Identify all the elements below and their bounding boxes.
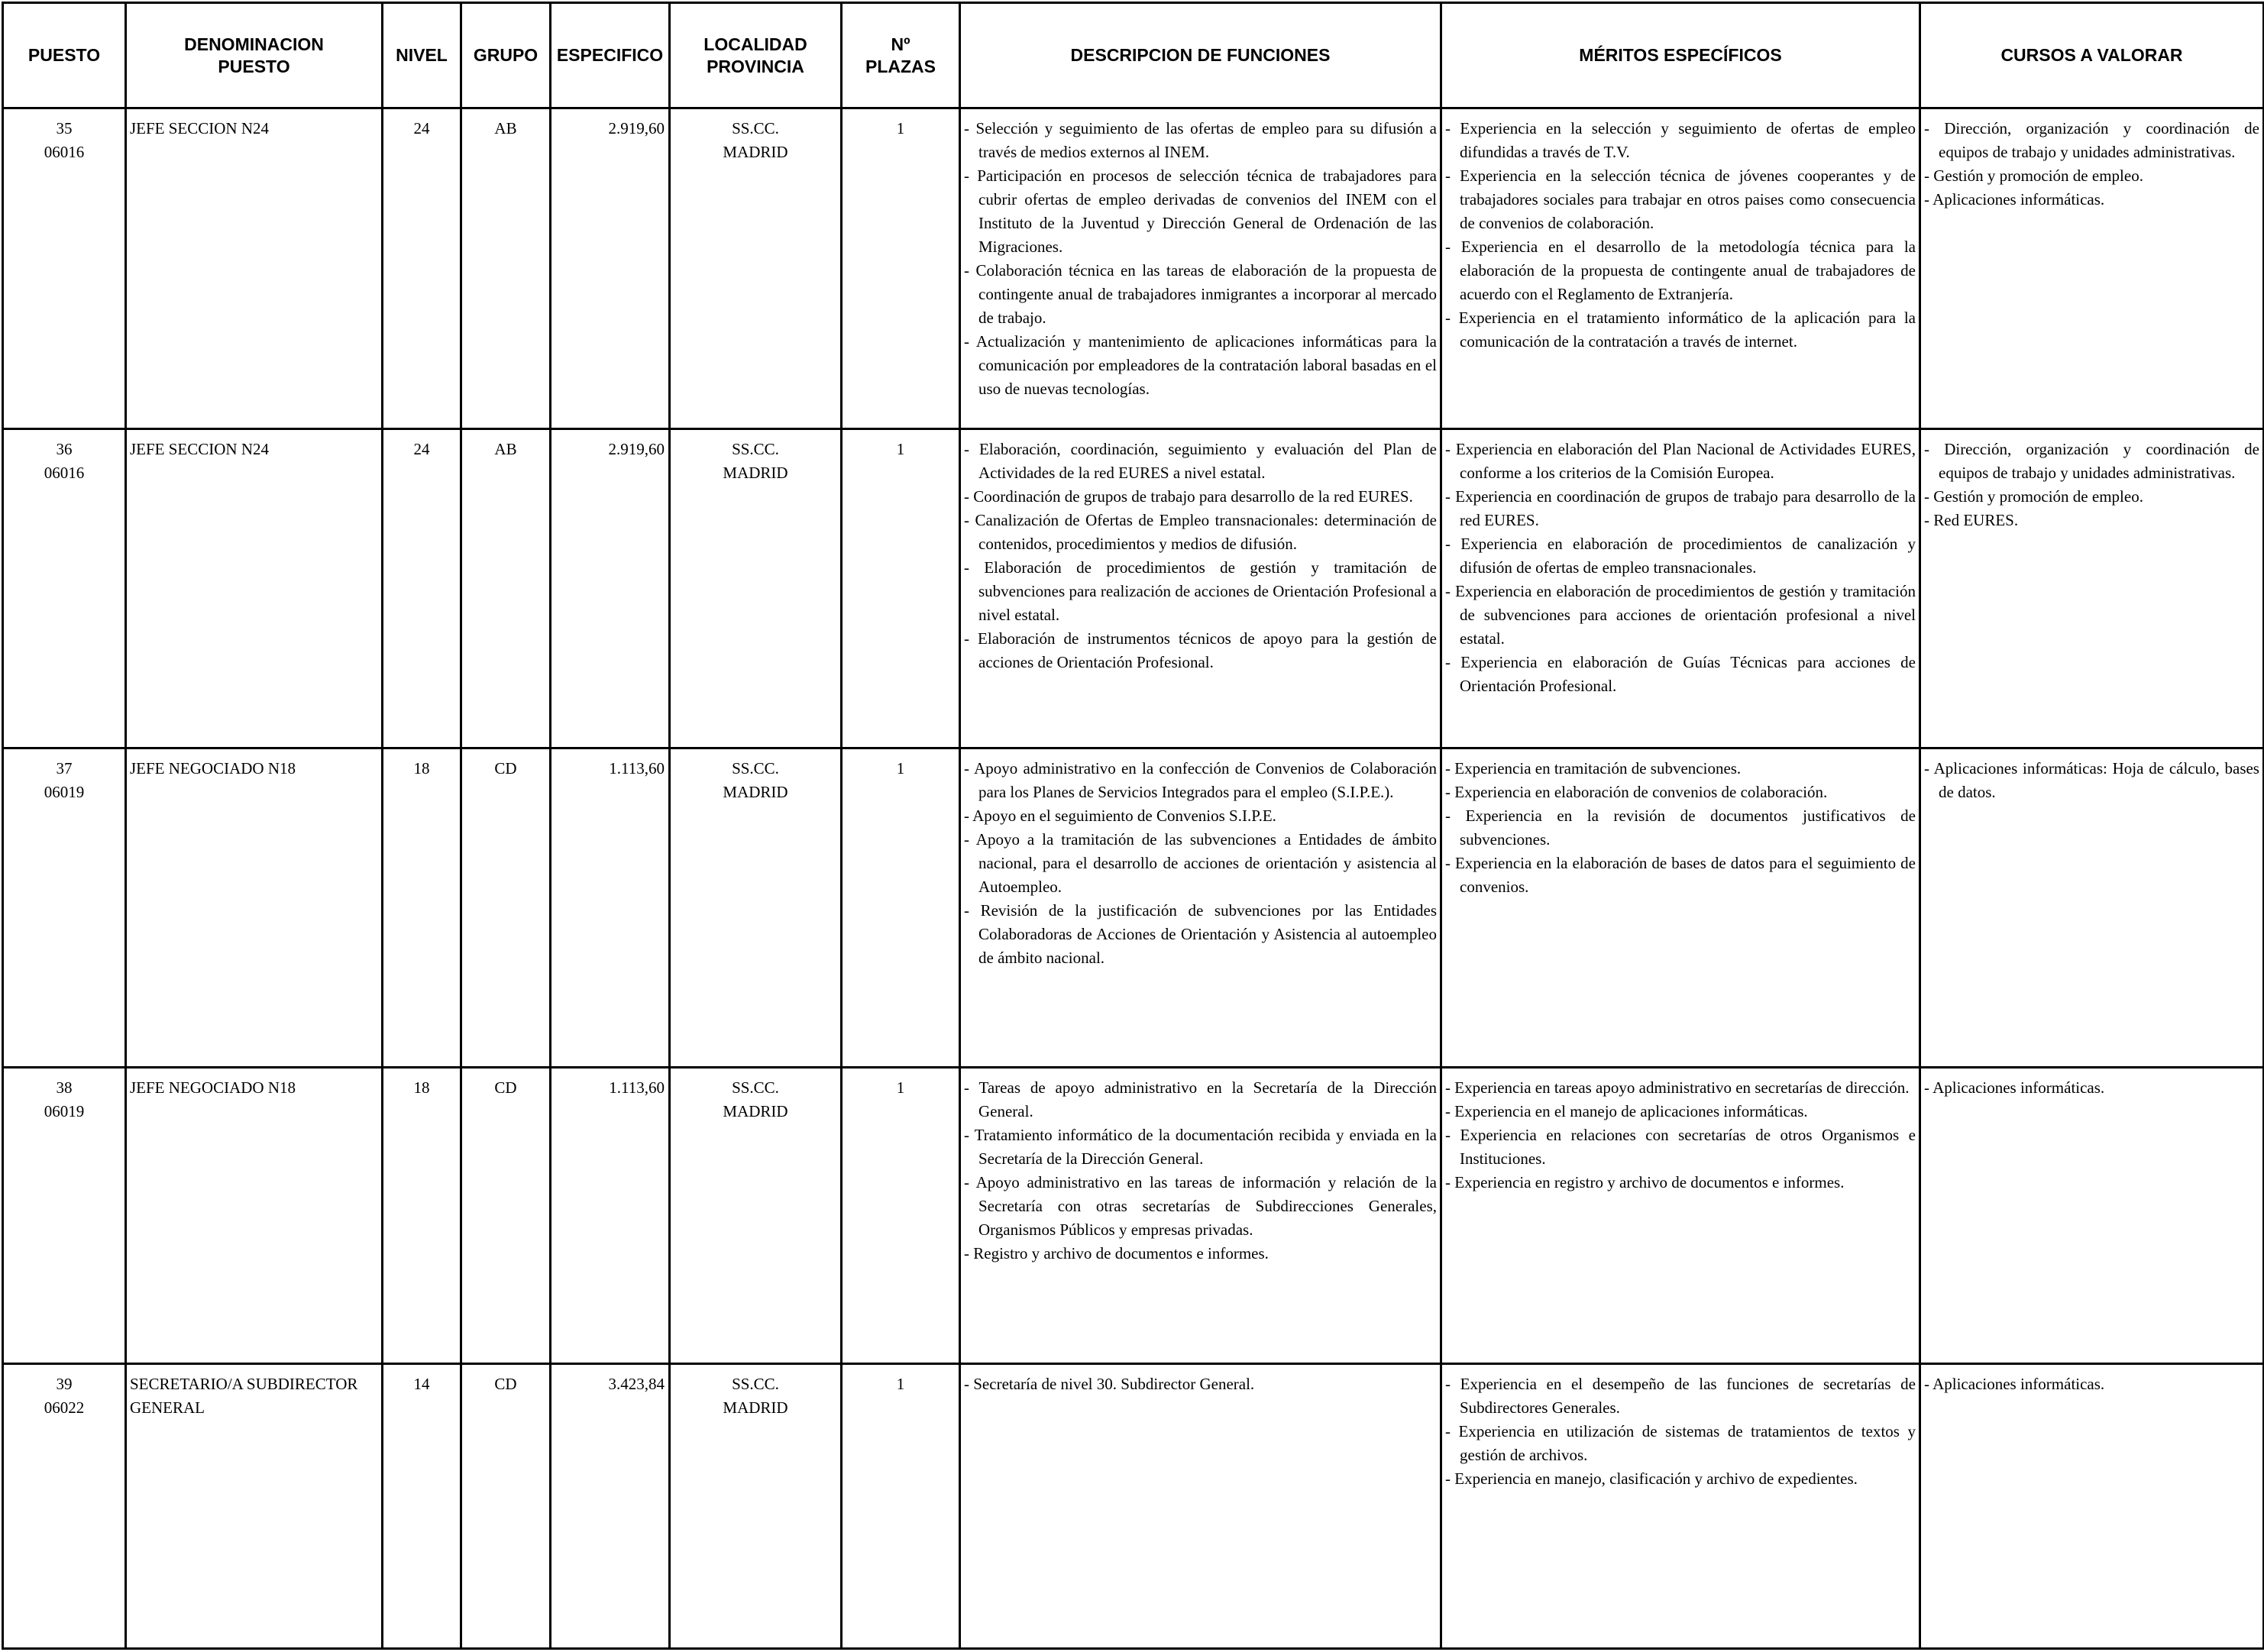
list-item: - Dirección, organización y coordinación de equipos de trabajo y unidades administrativas. (1924, 117, 2259, 164)
cell-plazas: 1 (842, 1364, 960, 1649)
localidad: SS.CC. (732, 119, 779, 137)
header-row (3, 3, 2264, 108)
list-item: - Aplicaciones informáticas. (1924, 1076, 2259, 1100)
list-item: - Tratamiento informático de la documentación recibida y enviada en la Secretaría de la Dirección General. (964, 1123, 1437, 1171)
header-denominacion-line2: PUESTO (218, 56, 290, 76)
cell-plazas: 1 (842, 428, 960, 748)
list-item: - Experiencia en el desarrollo de la metodología técnica para la elaboración de la propuesta de contingente anual de trabajadores de acuerdo con el Reglamento de Extranjería. (1445, 235, 1916, 306)
cell-plazas: 1 (842, 108, 960, 429)
cell-grupo: CD (461, 1364, 551, 1649)
cell-cursos (1920, 1364, 2264, 1649)
puesto-number: 37 (56, 758, 73, 778)
localidad: SS.CC. (732, 1078, 779, 1097)
cursos-list (1924, 757, 2259, 804)
cell-plazas: 1 (842, 748, 960, 1067)
cell-nivel: 18 (383, 1067, 461, 1364)
list-item: - Experiencia en tramitación de subvenciones. (1445, 757, 1916, 781)
funciones-list (964, 1076, 1437, 1266)
list-item: - Dirección, organización y coordinación de equipos de trabajo y unidades administrativas. (1924, 438, 2259, 485)
localidad: SS.CC. (732, 758, 779, 778)
table-row (3, 1364, 2264, 1649)
cell-meritos (1441, 748, 1920, 1067)
cell-funciones (960, 1067, 1441, 1364)
list-item: - Actualización y mantenimiento de aplicaciones informáticas para la comunicación por empleadores de la contratación laboral basadas en el uso de nuevas tecnologías. (964, 330, 1437, 401)
cell-meritos (1441, 108, 1920, 429)
puesto-number: 39 (56, 1375, 73, 1394)
list-item: - Aplicaciones informáticas. (1924, 188, 2259, 212)
list-item: - Colaboración técnica en las tareas de elaboración de la propuesta de contingente anual de trabajadores inmigrantes a incorporar al mercado de trabajo. (964, 259, 1437, 330)
cell-funciones (960, 428, 1441, 748)
puesto-code: 06022 (44, 1398, 85, 1418)
list-item: - Registro y archivo de documentos e informes. (964, 1242, 1437, 1266)
header-plazas-line2: PLAZAS (865, 56, 936, 76)
header-puesto: PUESTO (3, 3, 126, 108)
meritos-list (1445, 757, 1916, 899)
table-row (3, 1067, 2264, 1364)
header-plazas-line1: Nº (891, 34, 910, 54)
cell-nivel: 24 (383, 108, 461, 429)
list-item: - Gestión y promoción de empleo. (1924, 164, 2259, 188)
list-item: - Experiencia en elaboración de convenios de colaboración. (1445, 781, 1916, 804)
header-denominacion-line1: DENOMINACION (184, 34, 324, 54)
cursos-list (1924, 438, 2259, 532)
list-item: - Revisión de la justificación de subvenciones por las Entidades Colaboradoras de Acciones de Orientación y Asistencia al autoempleo de ámbito nacional. (964, 899, 1437, 970)
cell-especifico: 1.113,60 (551, 748, 670, 1067)
provincia: MADRID (723, 143, 788, 161)
funciones-list (964, 117, 1437, 401)
cell-cursos (1920, 1067, 2264, 1364)
cursos-list (1924, 1076, 2259, 1100)
list-item: - Experiencia en manejo, clasificación y archivo de expedientes. (1445, 1467, 1916, 1491)
list-item: - Elaboración de instrumentos técnicos de apoyo para la gestión de acciones de Orientación Profesional. (964, 627, 1437, 674)
list-item: - Aplicaciones informáticas: Hoja de cálculo, bases de datos. (1924, 757, 2259, 804)
list-item: - Apoyo administrativo en las tareas de información y relación de la Secretaría con otras secretarías de Subdirecciones Generales, Organismos Públicos y empresas privadas. (964, 1171, 1437, 1242)
puesto-number: 35 (56, 119, 73, 137)
list-item: - Coordinación de grupos de trabajo para desarrollo de la red EURES. (964, 485, 1437, 509)
cell-especifico: 2.919,60 (551, 428, 670, 748)
funciones-list (964, 757, 1437, 970)
cell-puesto (3, 1067, 126, 1364)
puestos-table (2, 2, 2264, 1650)
cell-localidad (670, 1067, 842, 1364)
list-item: - Experiencia en el manejo de aplicaciones informáticas. (1445, 1100, 1916, 1123)
meritos-list (1445, 438, 1916, 698)
list-item: - Experiencia en la selección y seguimiento de ofertas de empleo difundidas a través de T.V. (1445, 117, 1916, 164)
list-item: - Apoyo administrativo en la confección de Convenios de Colaboración para los Planes de Servicios Integrados para el empleo (S.I.P.E.). (964, 757, 1437, 804)
cell-grupo: CD (461, 1067, 551, 1364)
list-item: - Tareas de apoyo administrativo en la Secretaría de la Dirección General. (964, 1076, 1437, 1123)
header-nivel: NIVEL (383, 3, 461, 108)
cell-grupo: CD (461, 748, 551, 1067)
cell-funciones (960, 108, 1441, 429)
cell-denominacion: SECRETARIO/A SUBDIRECTOR GENERAL (126, 1364, 383, 1649)
provincia: MADRID (723, 1101, 788, 1120)
list-item: - Experiencia en elaboración de procedimientos de canalización y difusión de ofertas de empleo transnacionales. (1445, 532, 1916, 580)
header-localidad (670, 3, 842, 108)
table-row (3, 428, 2264, 748)
cell-puesto (3, 1364, 126, 1649)
list-item: - Apoyo a la tramitación de las subvenciones a Entidades de ámbito nacional, para el desarrollo de acciones de orientación y asistencia al Autoempleo. (964, 828, 1437, 899)
cell-nivel: 24 (383, 428, 461, 748)
list-item: - Experiencia en elaboración del Plan Nacional de Actividades EURES, conforme a los criterios de la Comisión Europea. (1445, 438, 1916, 485)
cell-grupo: AB (461, 108, 551, 429)
puesto-code: 06016 (44, 143, 85, 161)
cell-funciones (960, 748, 1441, 1067)
list-item: - Elaboración, coordinación, seguimiento y evaluación del Plan de Actividades de la red EURES a nivel estatal. (964, 438, 1437, 485)
provincia: MADRID (723, 782, 788, 801)
cell-cursos (1920, 748, 2264, 1067)
cell-denominacion: JEFE NEGOCIADO N18 (126, 1067, 383, 1364)
list-item: - Canalización de Ofertas de Empleo transnacionales: determinación de contenidos, procedimientos y medios de difusión. (964, 509, 1437, 556)
header-grupo: GRUPO (461, 3, 551, 108)
cell-nivel: 18 (383, 748, 461, 1067)
list-item: - Experiencia en coordinación de grupos de trabajo para desarrollo de la red EURES. (1445, 485, 1916, 532)
list-item: - Participación en procesos de selección técnica de trabajadores para cubrir ofertas de empleo derivadas de convenios del INEM con el Instituto de la Juventud y Dirección General de Ordenación de las Migraciones. (964, 164, 1437, 259)
cell-localidad (670, 1364, 842, 1649)
cell-especifico: 2.919,60 (551, 108, 670, 429)
puesto-number: 36 (56, 439, 73, 458)
cell-denominacion: JEFE SECCION N24 (126, 108, 383, 429)
cell-funciones (960, 1364, 1441, 1649)
list-item: - Red EURES. (1924, 509, 2259, 532)
localidad: SS.CC. (732, 439, 779, 458)
cell-localidad (670, 428, 842, 748)
puesto-code: 06016 (44, 463, 85, 482)
localidad: SS.CC. (732, 1375, 779, 1394)
cell-localidad (670, 108, 842, 429)
list-item: - Experiencia en la elaboración de bases de datos para el seguimiento de convenios. (1445, 852, 1916, 899)
cell-puesto (3, 748, 126, 1067)
cell-meritos (1441, 1364, 1920, 1649)
puesto-code: 06019 (44, 782, 85, 801)
list-item: - Experiencia en registro y archivo de documentos e informes. (1445, 1171, 1916, 1195)
meritos-list (1445, 1372, 1916, 1491)
cell-cursos (1920, 108, 2264, 429)
header-localidad-line2: PROVINCIA (707, 56, 804, 76)
header-localidad-line1: LOCALIDAD (703, 34, 807, 54)
cell-denominacion: JEFE NEGOCIADO N18 (126, 748, 383, 1067)
cell-plazas: 1 (842, 1067, 960, 1364)
header-funciones: DESCRIPCION DE FUNCIONES (960, 3, 1441, 108)
list-item: - Experiencia en el desempeño de las funciones de secretarías de Subdirectores Generales. (1445, 1372, 1916, 1420)
list-item: - Selección y seguimiento de las ofertas de empleo para su difusión a través de medios externos al INEM. (964, 117, 1437, 164)
list-item: - Experiencia en el tratamiento informático de la aplicación para la comunicación de la contratación a través de internet. (1445, 306, 1916, 354)
cell-especifico: 3.423,84 (551, 1364, 670, 1649)
puesto-number: 38 (56, 1078, 73, 1097)
list-item: - Experiencia en tareas apoyo administrativo en secretarías de dirección. (1445, 1076, 1916, 1100)
list-item: - Experiencia en relaciones con secretarías de otros Organismos e Instituciones. (1445, 1123, 1916, 1171)
provincia: MADRID (723, 463, 788, 482)
cell-meritos (1441, 1067, 1920, 1364)
cell-cursos (1920, 428, 2264, 748)
cursos-list (1924, 117, 2259, 212)
cell-nivel: 14 (383, 1364, 461, 1649)
list-item: - Apoyo en el seguimiento de Convenios S.I.P.E. (964, 804, 1437, 828)
cell-denominacion: JEFE SECCION N24 (126, 428, 383, 748)
cell-puesto (3, 108, 126, 429)
header-plazas (842, 3, 960, 108)
cell-grupo: AB (461, 428, 551, 748)
list-item: - Experiencia en elaboración de procedimientos de gestión y tramitación de subvenciones para acciones de orientación profesional a nivel estatal. (1445, 580, 1916, 651)
list-item: - Secretaría de nivel 30. Subdirector General. (964, 1372, 1437, 1396)
cursos-list (1924, 1372, 2259, 1396)
funciones-list (964, 438, 1437, 674)
cell-localidad (670, 748, 842, 1067)
header-denominacion (126, 3, 383, 108)
meritos-list (1445, 1076, 1916, 1195)
puesto-code: 06019 (44, 1101, 85, 1120)
list-item: - Experiencia en la selección técnica de jóvenes cooperantes y de trabajadores sociales para trabajar en otros paises como consecuencia de convenios de colaboración. (1445, 164, 1916, 235)
funciones-list (964, 1372, 1437, 1396)
list-item: - Experiencia en utilización de sistemas de tratamientos de textos y gestión de archivos. (1445, 1420, 1916, 1467)
cell-especifico: 1.113,60 (551, 1067, 670, 1364)
header-cursos: CURSOS A VALORAR (1920, 3, 2264, 108)
list-item: - Aplicaciones informáticas. (1924, 1372, 2259, 1396)
list-item: - Gestión y promoción de empleo. (1924, 485, 2259, 509)
table-row (3, 108, 2264, 429)
header-especifico: ESPECIFICO (551, 3, 670, 108)
cell-meritos (1441, 428, 1920, 748)
table-row (3, 748, 2264, 1067)
list-item: - Experiencia en la revisión de documentos justificativos de subvenciones. (1445, 804, 1916, 852)
cell-puesto (3, 428, 126, 748)
list-item: - Elaboración de procedimientos de gestión y tramitación de subvenciones para realización de acciones de Orientación Profesional a nivel estatal. (964, 556, 1437, 627)
meritos-list (1445, 117, 1916, 354)
list-item: - Experiencia en elaboración de Guías Técnicas para acciones de Orientación Profesional. (1445, 651, 1916, 698)
header-meritos: MÉRITOS ESPECÍFICOS (1441, 3, 1920, 108)
provincia: MADRID (723, 1398, 788, 1418)
